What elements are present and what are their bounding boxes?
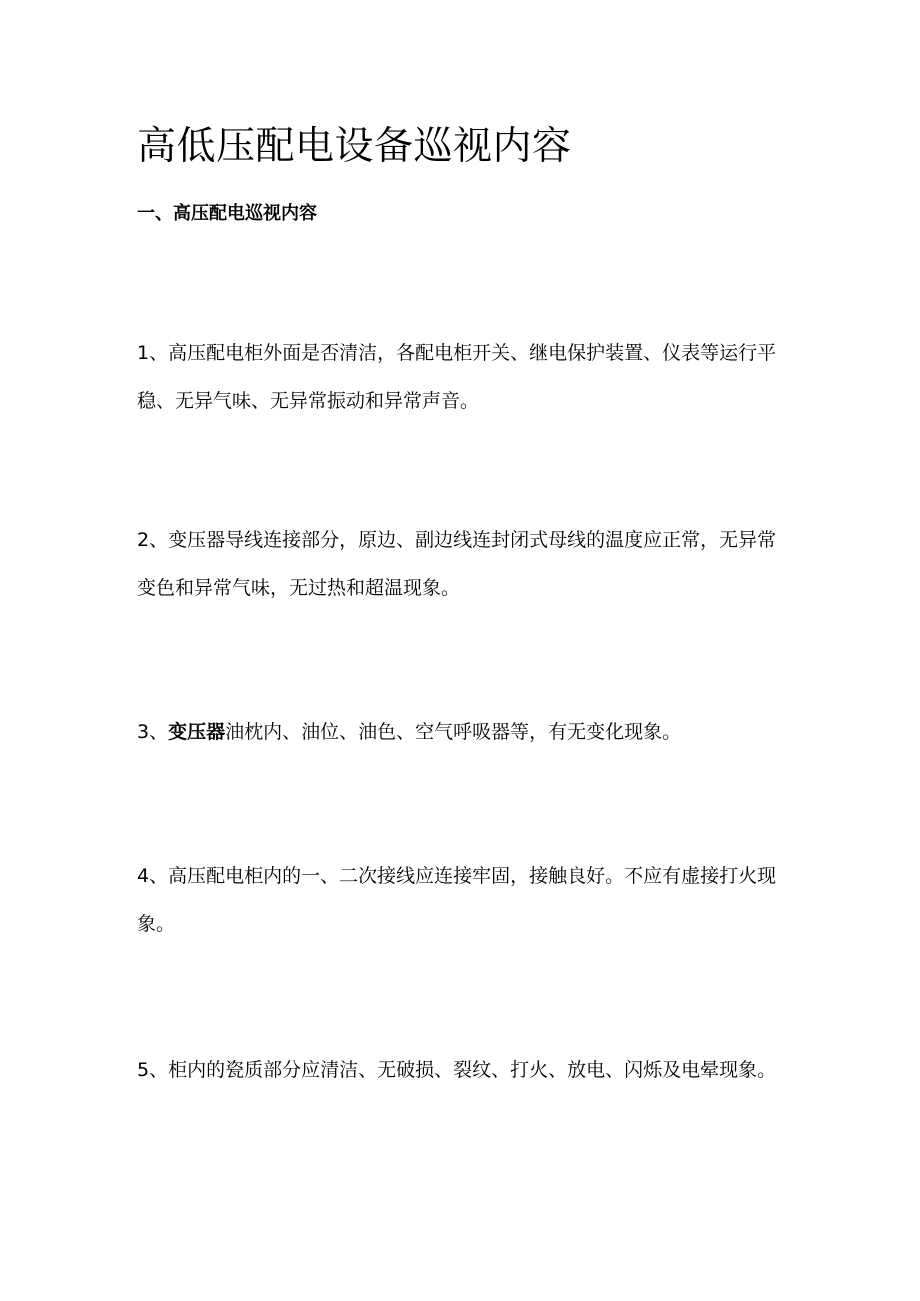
item-number: 1、	[137, 342, 169, 364]
item-text: 油枕内、油位、油色、空气呼吸器等，有无变化现象。	[225, 721, 682, 743]
item-text: 高压配电柜外面是否清洁，各配电柜开关、继电保护装置、仪表等运行平稳、无异气味、无异常振动和异常声音。	[137, 342, 777, 412]
item-text: 高压配电柜内的一、二次接线应连接牢固，接触良好。不应有虚接打火现象。	[137, 865, 777, 935]
inspection-item-2	[137, 516, 777, 612]
section-heading: 一、高压配电巡视内容	[137, 203, 317, 224]
inspection-item-4	[137, 852, 777, 948]
item-number: 5、	[137, 1059, 169, 1081]
inspection-item-3	[137, 708, 777, 756]
inspection-item-5	[137, 1046, 777, 1094]
item-number: 4、	[137, 865, 169, 887]
page-title: 高低压配电设备巡视内容	[137, 124, 572, 169]
item-bold-text: 变压器	[168, 721, 226, 743]
item-text: 变压器导线连接部分，原边、副边线连封闭式母线的温度应正常，无异常变色和异常气味，无过热和超温现象。	[137, 529, 777, 599]
inspection-item-1	[137, 329, 777, 425]
item-number: 2、	[137, 529, 169, 551]
item-number: 3、	[137, 721, 169, 743]
item-text: 柜内的瓷质部分应清洁、无破损、裂纹、打火、放电、闪烁及电晕现象。	[168, 1059, 777, 1081]
